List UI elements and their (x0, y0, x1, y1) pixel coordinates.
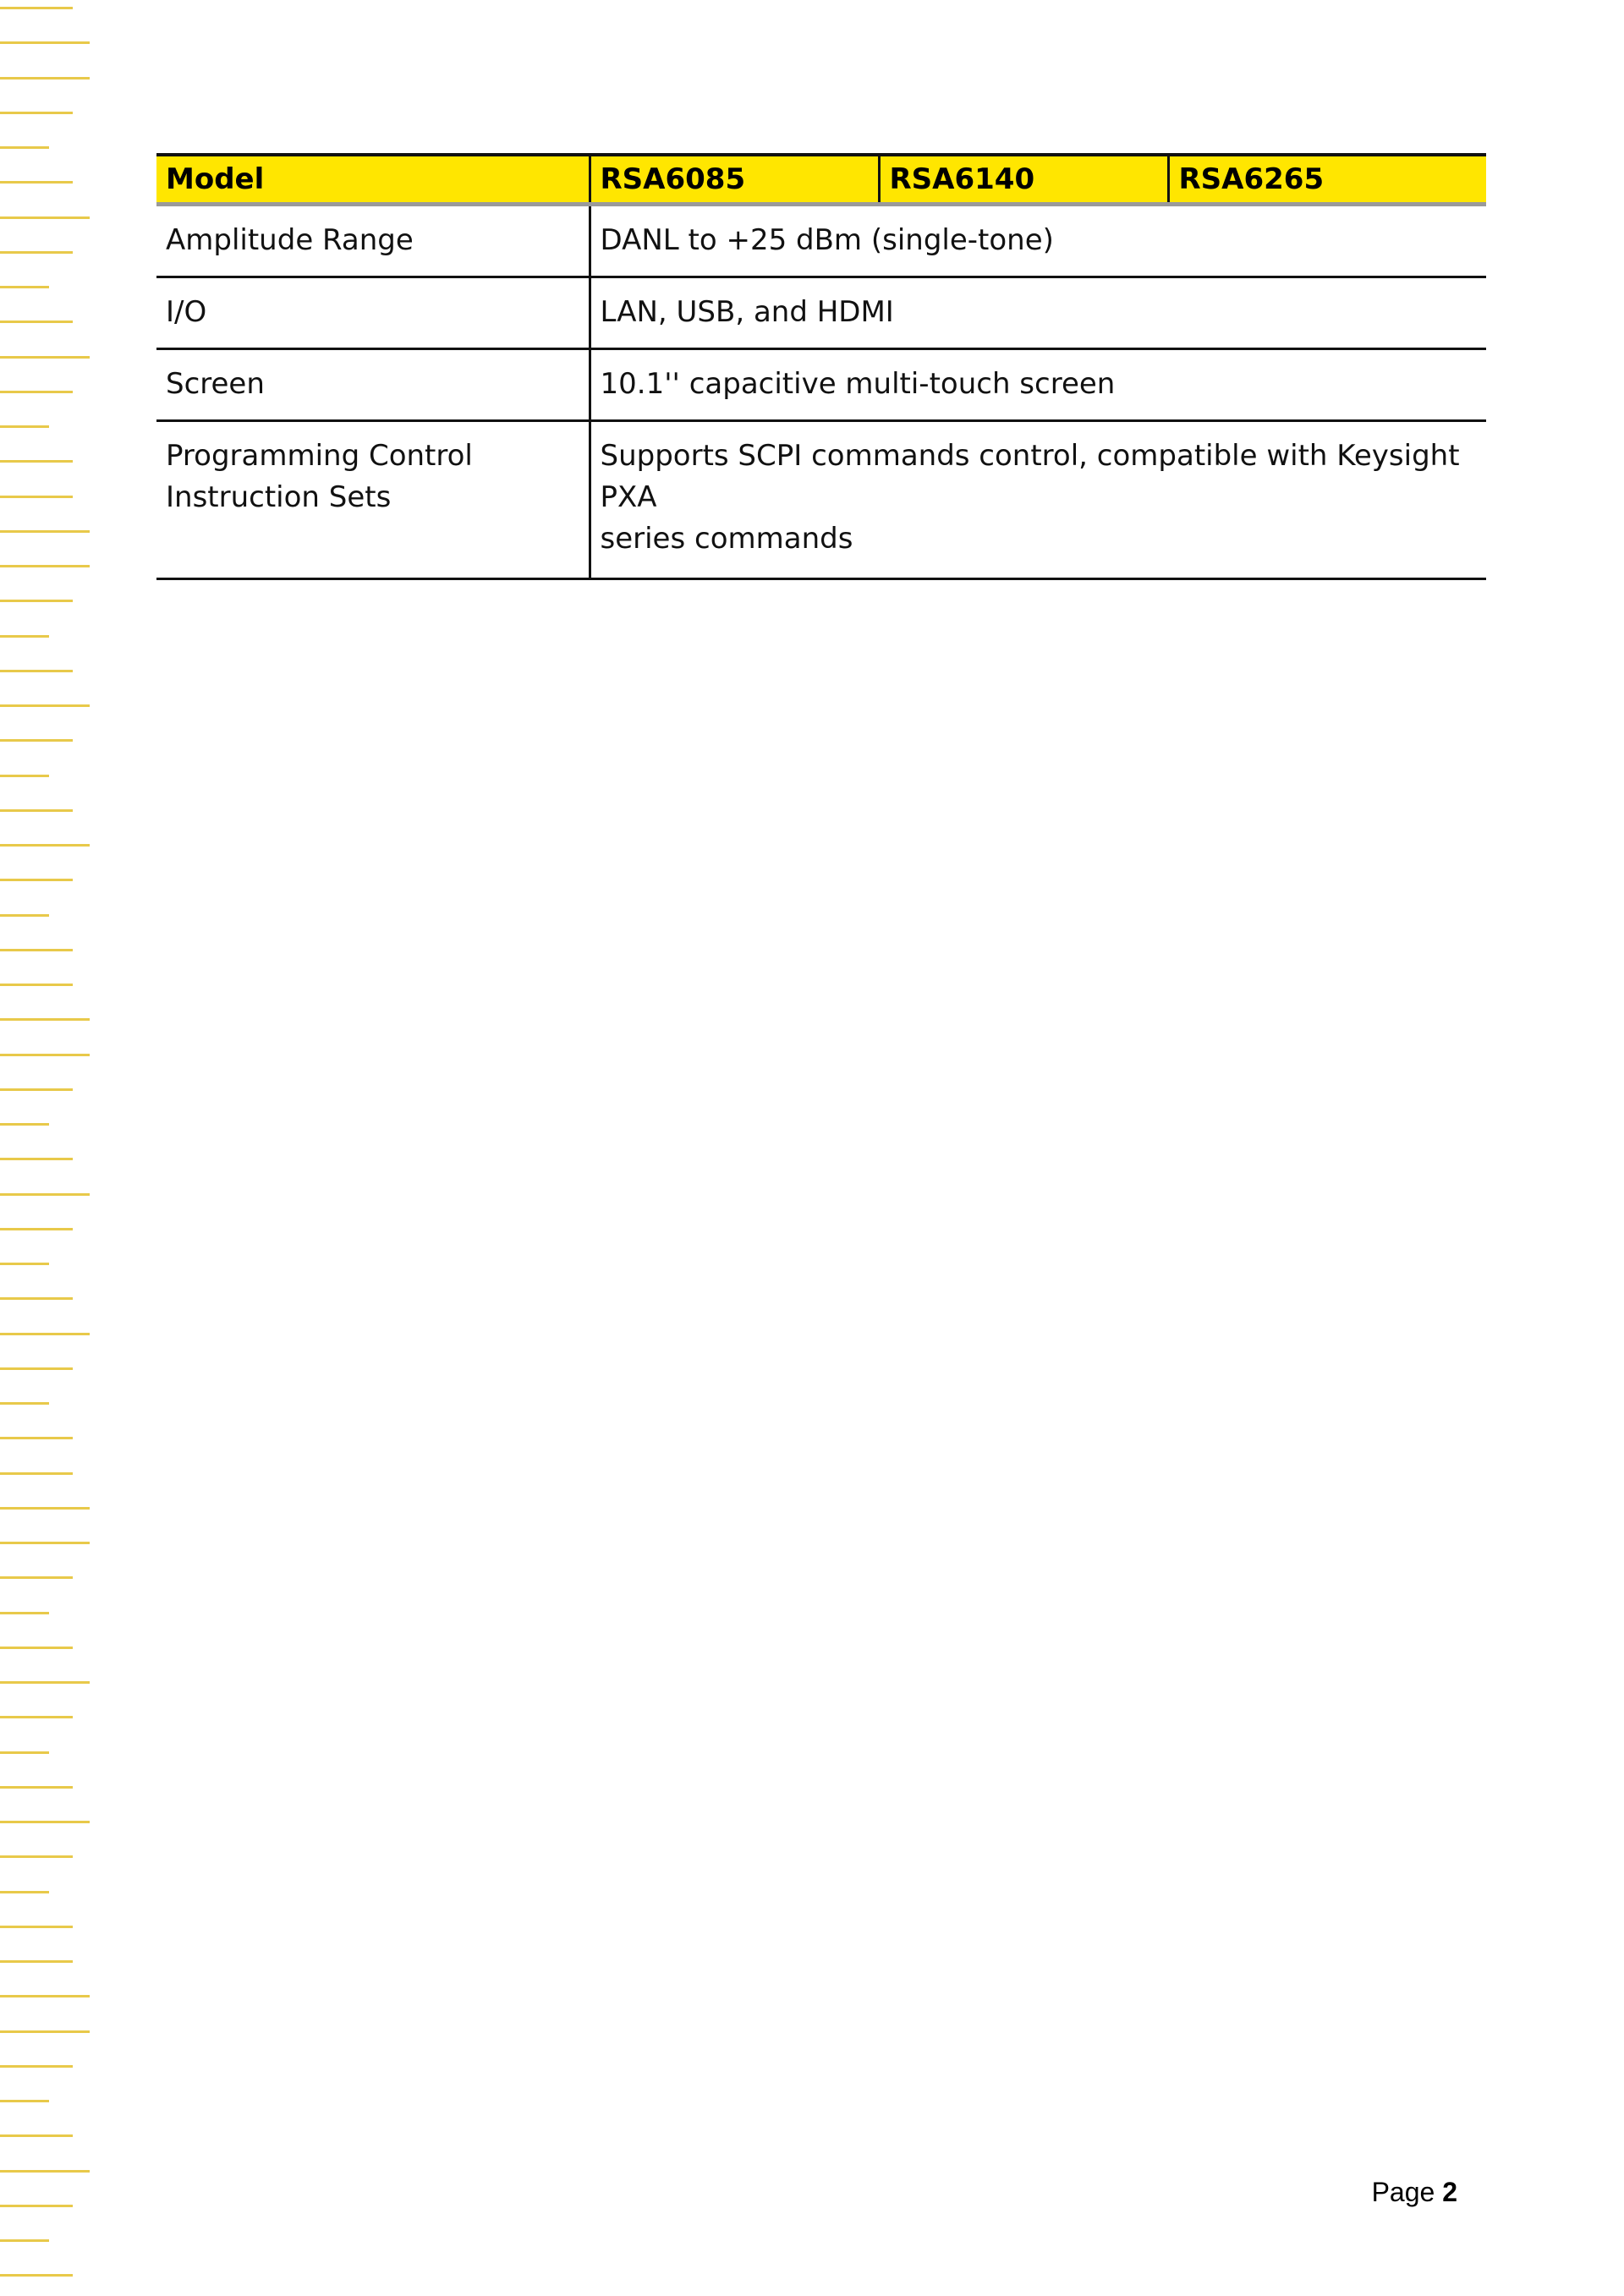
margin-tick (0, 1402, 49, 1405)
margin-tick (0, 356, 90, 359)
page-number-value: 2 (1442, 2177, 1457, 2207)
row-value-amplitude-range: DANL to +25 dBm (single-tone) (590, 205, 1486, 277)
margin-tick (0, 1333, 90, 1335)
margin-tick (0, 984, 73, 986)
margin-tick (0, 496, 73, 498)
margin-tick (0, 2030, 90, 2033)
margin-tick (0, 2100, 49, 2102)
margin-tick (0, 181, 73, 184)
margin-tick (0, 1647, 73, 1649)
table-row (156, 421, 1486, 579)
table-row (156, 277, 1486, 349)
margin-tick (0, 1193, 90, 1196)
margin-tick (0, 1926, 73, 1928)
margin-tick (0, 112, 73, 114)
label-line-1: Programming Control (166, 439, 473, 473)
margin-tick (0, 286, 49, 288)
margin-tick (0, 809, 73, 812)
header-rsa6085: RSA6085 (590, 155, 879, 205)
left-margin-tick-marks (0, 0, 102, 2296)
margin-tick (0, 321, 73, 323)
margin-tick (0, 1437, 73, 1439)
row-value-io: LAN, USB, and HDMI (590, 277, 1486, 349)
row-value-programming-control (590, 421, 1486, 579)
margin-tick (0, 216, 90, 219)
margin-tick (0, 2170, 90, 2173)
row-value-screen: 10.1'' capacitive multi-touch screen (590, 349, 1486, 421)
margin-tick (0, 1995, 90, 1997)
margin-tick (0, 1612, 49, 1614)
margin-tick (0, 146, 49, 149)
margin-tick (0, 1891, 49, 1893)
margin-tick (0, 1751, 49, 1754)
margin-tick (0, 1855, 73, 1858)
margin-tick (0, 391, 73, 393)
margin-tick (0, 949, 73, 951)
margin-tick (0, 775, 49, 777)
label-line-2: Instruction Sets (166, 480, 392, 514)
margin-tick (0, 460, 73, 463)
margin-tick (0, 1228, 73, 1230)
value-line-2: series commands (600, 522, 853, 556)
margin-tick (0, 1018, 90, 1021)
margin-tick (0, 914, 49, 917)
margin-tick (0, 41, 90, 44)
value-line-1: Supports SCPI commands control, compatible with Keysight PXA (600, 439, 1460, 514)
page-label: Page (1371, 2177, 1435, 2207)
margin-tick (0, 1821, 90, 1823)
margin-tick (0, 7, 73, 9)
margin-tick (0, 565, 90, 567)
margin-tick (0, 1158, 73, 1160)
margin-tick (0, 2274, 73, 2277)
margin-tick (0, 1786, 73, 1789)
margin-tick (0, 1681, 90, 1684)
header-rsa6140: RSA6140 (879, 155, 1168, 205)
margin-tick (0, 1472, 73, 1475)
row-label-io: I/O (156, 277, 590, 349)
margin-tick (0, 251, 73, 254)
header-rsa6265: RSA6265 (1168, 155, 1486, 205)
margin-tick (0, 1507, 90, 1510)
table-header-row (156, 155, 1486, 205)
margin-tick (0, 2239, 49, 2242)
margin-tick (0, 1054, 90, 1056)
row-label-amplitude-range: Amplitude Range (156, 205, 590, 277)
margin-tick (0, 635, 49, 638)
row-label-programming-control (156, 421, 590, 579)
page-number (1372, 2177, 1457, 2208)
margin-tick (0, 2205, 73, 2207)
margin-tick (0, 1088, 73, 1091)
margin-tick (0, 739, 73, 742)
margin-tick (0, 1542, 90, 1544)
margin-tick (0, 2065, 73, 2068)
table-row (156, 205, 1486, 277)
table-row (156, 349, 1486, 421)
margin-tick (0, 1263, 49, 1265)
margin-tick (0, 530, 90, 533)
specifications-table (156, 153, 1486, 580)
margin-tick (0, 670, 73, 672)
margin-tick (0, 1960, 73, 1963)
margin-tick (0, 2134, 73, 2137)
margin-tick (0, 77, 90, 79)
margin-tick (0, 1576, 73, 1579)
margin-tick (0, 1123, 49, 1126)
margin-tick (0, 425, 49, 428)
margin-tick (0, 879, 73, 881)
margin-tick (0, 1297, 73, 1300)
margin-tick (0, 844, 90, 847)
margin-tick (0, 1716, 73, 1718)
margin-tick (0, 600, 73, 602)
margin-tick (0, 704, 90, 707)
header-model: Model (156, 155, 590, 205)
margin-tick (0, 1367, 73, 1370)
row-label-screen: Screen (156, 349, 590, 421)
